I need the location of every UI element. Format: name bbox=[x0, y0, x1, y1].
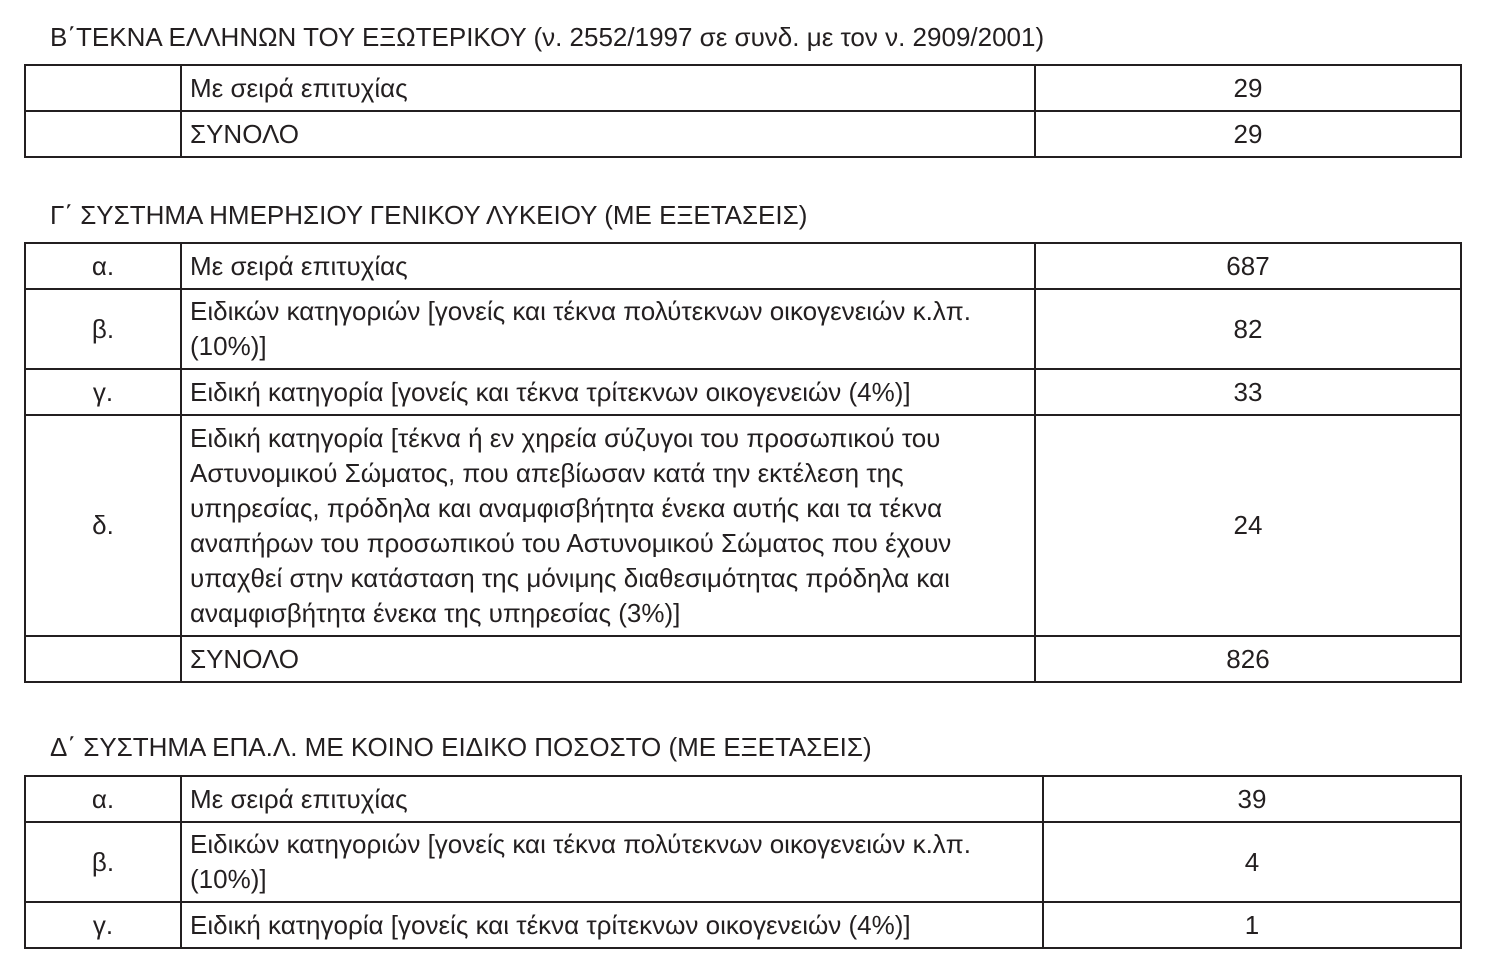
row-letter: δ. bbox=[25, 415, 181, 636]
row-description: Με σειρά επιτυχίας bbox=[181, 243, 1035, 289]
row-letter: β. bbox=[25, 289, 181, 369]
row-description: Ειδική κατηγορία [γονείς και τέκνα τρίτεκνων οικογενειών (4%)] bbox=[181, 902, 1043, 948]
row-letter: γ. bbox=[25, 902, 181, 948]
row-letter bbox=[25, 636, 181, 682]
row-value: 82 bbox=[1035, 289, 1461, 369]
table-section-b bbox=[24, 64, 1462, 158]
row-description: Με σειρά επιτυχίας bbox=[181, 776, 1043, 822]
row-letter bbox=[25, 111, 181, 157]
table-row bbox=[25, 415, 1461, 636]
table-row bbox=[25, 369, 1461, 415]
row-letter: γ. bbox=[25, 369, 181, 415]
table-row bbox=[25, 65, 1461, 111]
row-letter: α. bbox=[25, 243, 181, 289]
section-title: Γ΄ ΣΥΣΤΗΜΑ ΗΜΕΡΗΣΙΟΥ ΓΕΝΙΚΟΥ ΛΥΚΕΙΟΥ (ΜΕ ΕΞΕΤΑΣΕΙΣ) bbox=[50, 200, 808, 230]
table-section-g bbox=[24, 242, 1462, 683]
table-row bbox=[25, 776, 1461, 822]
section-title: Δ΄ ΣΥΣΤΗΜΑ ΕΠΑ.Λ. ΜΕ ΚΟΙΝΟ ΕΙΔΙΚΟ ΠΟΣΟΣΤΟ (ΜΕ ΕΞΕΤΑΣΕΙΣ) bbox=[50, 732, 872, 762]
row-letter: β. bbox=[25, 822, 181, 902]
row-value: 29 bbox=[1035, 65, 1461, 111]
row-value: 687 bbox=[1035, 243, 1461, 289]
total-row bbox=[25, 636, 1461, 682]
table-row bbox=[25, 822, 1461, 902]
row-value: 39 bbox=[1043, 776, 1461, 822]
total-row bbox=[25, 111, 1461, 157]
row-value: 4 bbox=[1043, 822, 1461, 902]
table-row bbox=[25, 289, 1461, 369]
row-value: 1 bbox=[1043, 902, 1461, 948]
table-section-d bbox=[24, 775, 1462, 949]
table-row bbox=[25, 902, 1461, 948]
row-letter bbox=[25, 65, 181, 111]
row-description: Ειδική κατηγορία [γονείς και τέκνα τρίτεκνων οικογενειών (4%)] bbox=[181, 369, 1035, 415]
row-description: Ειδικών κατηγοριών [γονείς και τέκνα πολύτεκνων οικογενειών κ.λπ. (10%)] bbox=[181, 822, 1043, 902]
row-value: 33 bbox=[1035, 369, 1461, 415]
section-title: Β΄ΤΕΚΝΑ ΕΛΛΗΝΩΝ ΤΟΥ ΕΞΩΤΕΡΙΚΟΥ (ν. 2552/1997 σε συνδ. με τον ν. 2909/2001) bbox=[50, 22, 1045, 52]
row-description: ΣΥΝΟΛΟ bbox=[181, 111, 1035, 157]
row-value: 826 bbox=[1035, 636, 1461, 682]
row-description: Ειδικών κατηγοριών [γονείς και τέκνα πολύτεκνων οικογενειών κ.λπ. (10%)] bbox=[181, 289, 1035, 369]
row-letter: α. bbox=[25, 776, 181, 822]
row-description: Με σειρά επιτυχίας bbox=[181, 65, 1035, 111]
row-value: 29 bbox=[1035, 111, 1461, 157]
row-description: Ειδική κατηγορία [τέκνα ή εν χηρεία σύζυγοι του προσωπικού του Αστυνομικού Σώματος, που απεβίωσαν κατά την εκτέλεση της υπηρεσίας, πρόδηλα και αναμφισβήτητα ένεκα αυτής και τα τέκνα αναπήρων του προσωπικού του Αστυνομικού Σώματος που έχουν υπαχθεί στην κατάσταση της μόνιμης διαθεσιμότητας πρόδηλα και αναμφισβήτητα ένεκα της υπηρεσίας (3%)] bbox=[181, 415, 1035, 636]
row-value: 24 bbox=[1035, 415, 1461, 636]
table-row bbox=[25, 243, 1461, 289]
row-description: ΣΥΝΟΛΟ bbox=[181, 636, 1035, 682]
